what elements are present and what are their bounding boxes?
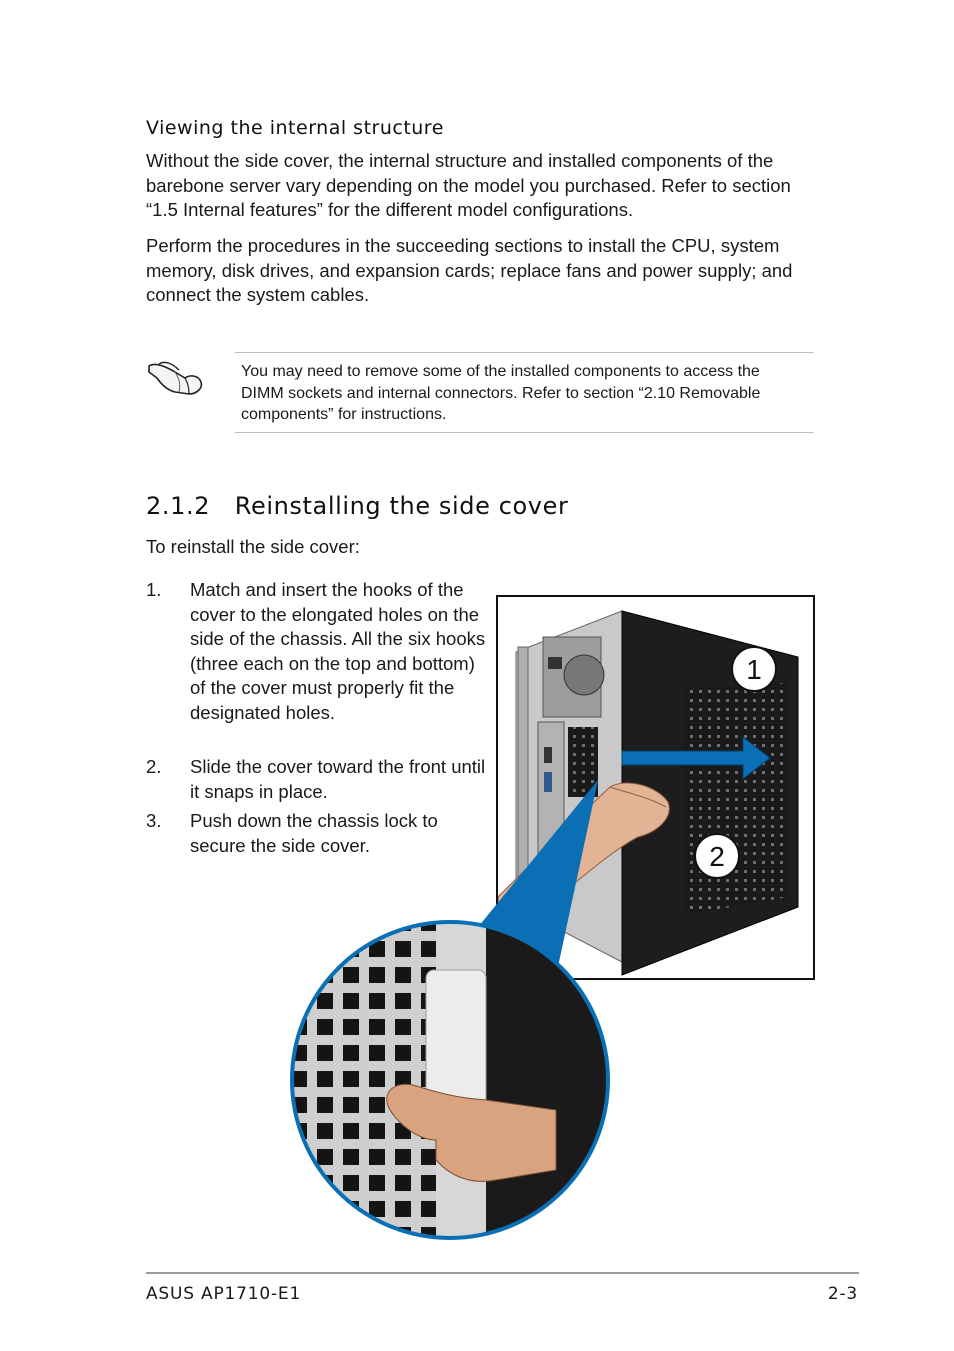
step-text: Push down the chassis lock to secure the side cover. [190,810,438,856]
note-text: You may need to remove some of the installed components to access the DIMM sockets and internal connectors. Refer to section “2.10 Removable components” for instructions. [241,363,761,423]
step-number: 3. [146,810,162,831]
footer-divider [146,1272,859,1274]
paragraph-internal-structure: Without the side cover, the internal structure and installed components of the barebone server vary depending on the model you purchased. Refer to section “1.5 Internal features” for the different model configurations. [146,150,791,220]
section-title: 2.1.2 Reinstalling the side cover [146,492,569,520]
callout-2: 2 [709,841,725,872]
step-item [146,578,486,725]
step-text: Slide the cover toward the front until it snaps in place. [190,756,486,802]
pointing-hand-icon [145,352,207,403]
chassis-lock-detail [286,780,616,1250]
step-number: 1. [146,579,162,600]
step-text: Match and insert the hooks of the cover to the elongated holes on the side of the chassis. All the six hooks (three each on the top and bottom) of the cover must properly fit the designated holes. [190,579,486,723]
paragraph-procedures: Perform the procedures in the succeeding sections to install the CPU, system memory, disk drives, and expansion cards; replace fans and power supply; and connect the system cables. [146,235,793,305]
subsection-heading: Viewing the internal structure [146,117,444,139]
step-number: 2. [146,756,162,777]
note-bottom-divider [235,432,814,433]
footer-page-number: 2-3 [827,1284,858,1304]
section-intro: To reinstall the side cover: [146,536,360,557]
footer-product-name: ASUS AP1710-E1 [146,1284,302,1304]
note-top-divider [235,352,814,353]
callout-1: 1 [746,654,762,685]
